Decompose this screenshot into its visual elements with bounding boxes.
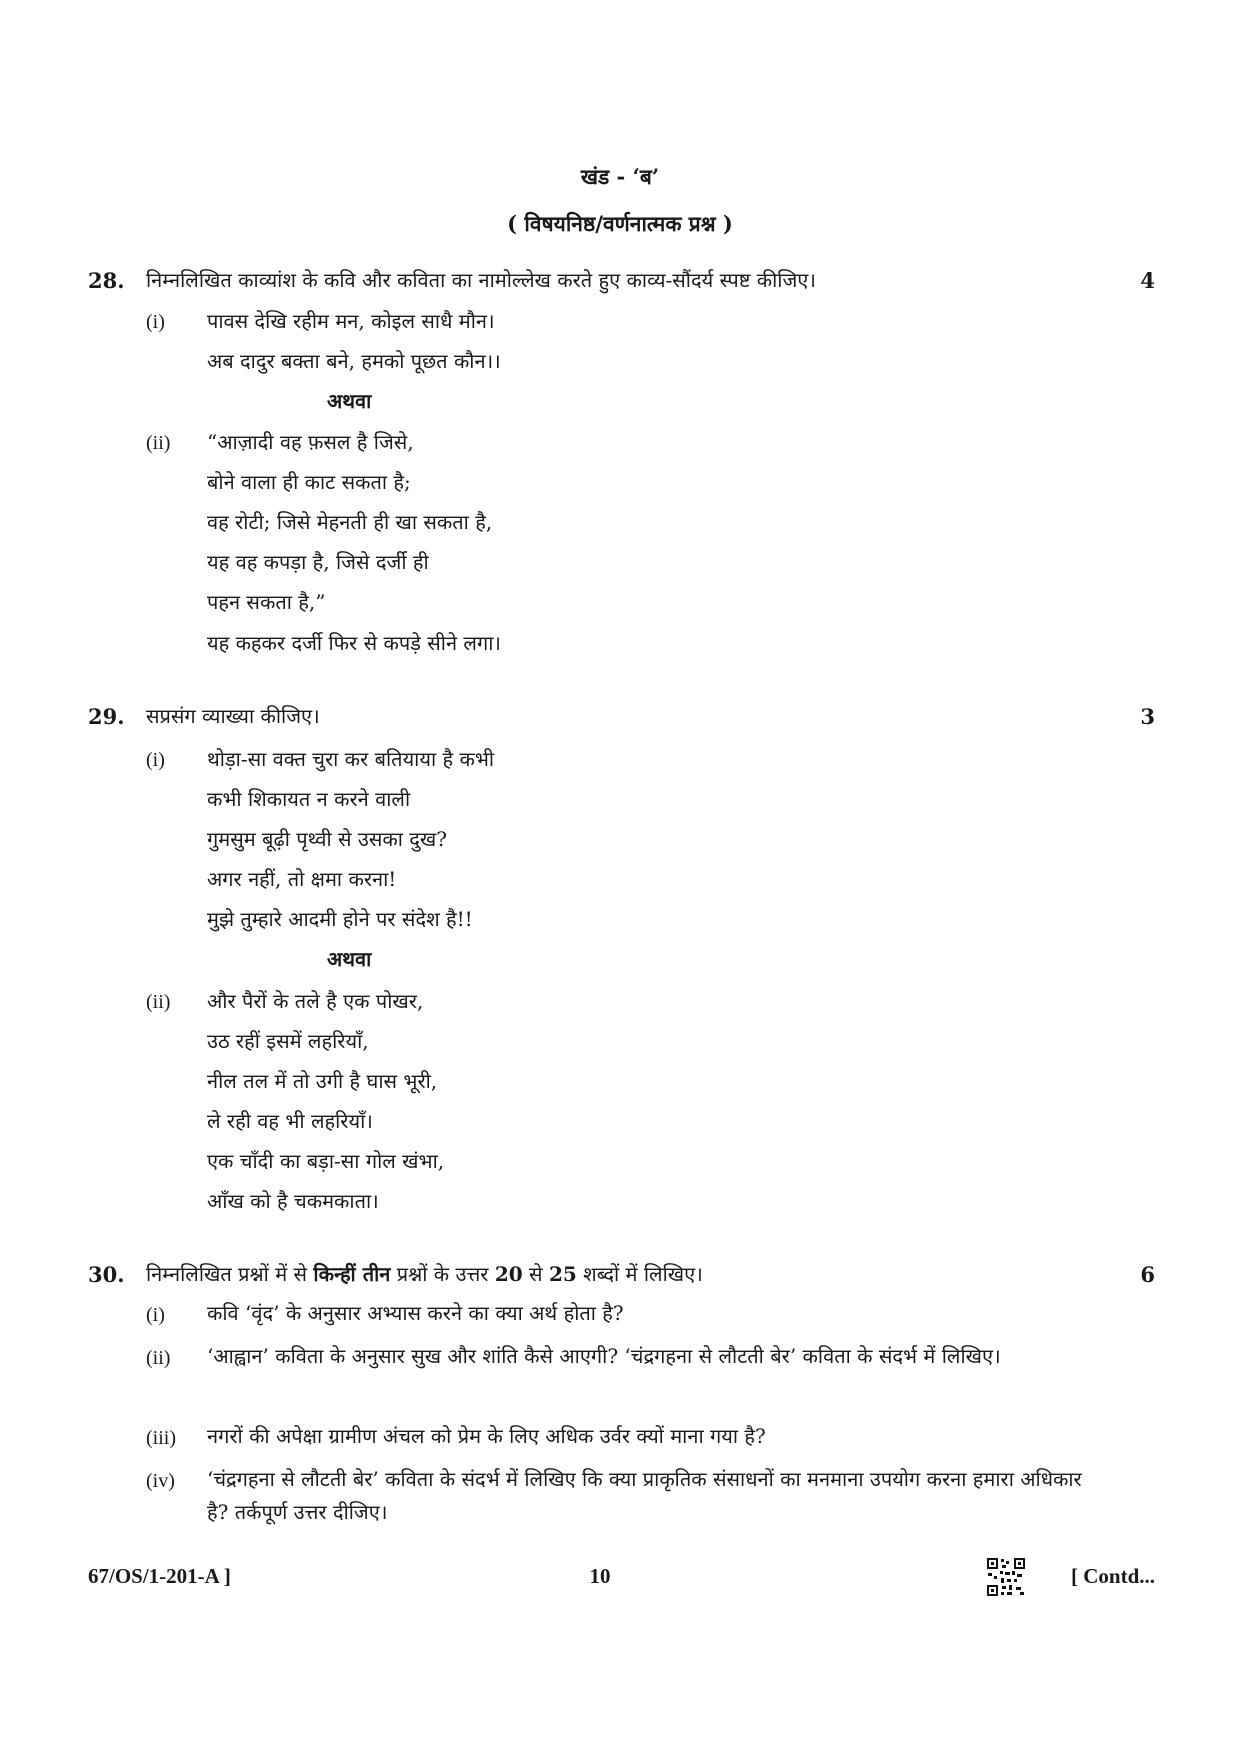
q28-part2-line: पहन सकता है,” <box>207 590 326 614</box>
q28-part2-line: यह कहकर दर्जी फिर से कपड़े सीने लगा। <box>207 631 501 655</box>
section-title: खंड - ‘ब’ <box>580 164 660 189</box>
q29-part1-line: मुझे तुम्हारे आदमी होने पर संदेश है!! <box>207 907 473 931</box>
qr-code-icon <box>986 1557 1026 1597</box>
q29-part2-label: (ii) <box>146 991 171 1013</box>
q29-text: सप्रसंग व्याख्या कीजिए। <box>146 704 320 728</box>
q28-part1-line: पावस देखि रहीम मन, कोइल साधै मौन। <box>207 309 495 333</box>
section-subtitle: ( विषयनिष्ठ/वर्णनात्मक प्रश्न ) <box>507 211 733 236</box>
q28-number: 28. <box>88 268 125 293</box>
page-number: 10 <box>589 1564 611 1588</box>
q29-part1-line: थोड़ा-सा वक्त चुरा कर बतियाया है कभी <box>207 747 495 771</box>
q28-part2-line: वह रोटी; जिसे मेहनती ही खा सकता है, <box>207 510 493 534</box>
q28-part2-line: यह वह कपड़ा है, जिसे दर्जी ही <box>207 550 429 574</box>
q29-part2-line: और पैरों के तले है एक पोखर, <box>207 989 424 1013</box>
q29-part2-line: ले रही वह भी लहरियाँ। <box>207 1109 373 1133</box>
q29-part1-line: कभी शिकायत न करने वाली <box>207 787 411 811</box>
q28-part2-label: (ii) <box>146 432 171 454</box>
q30-part-label: (iii) <box>146 1427 176 1449</box>
q28-part2-line: “आज़ादी वह फ़सल है जिसे, <box>207 430 414 454</box>
q28-marks: 4 <box>1140 268 1155 293</box>
q30-part-text: कवि ‘वृंद’ के अनुसार अभ्यास करने का क्या अर्थ होता है? <box>207 1301 624 1325</box>
q29-marks: 3 <box>1140 704 1155 729</box>
q28-part1-line: अब दादुर बक्ता बने, हमको पूछत कौन।। <box>207 349 501 373</box>
q30-part-label: (ii) <box>146 1347 171 1369</box>
q29-part2-line: आँख को है चकमकाता। <box>207 1189 379 1213</box>
q30-part-label: (iv) <box>146 1470 175 1492</box>
q29-part2-line: एक चाँदी का बड़ा-सा गोल खंभा, <box>207 1149 445 1173</box>
q28-or-label: अथवा <box>327 389 372 413</box>
q29-part1-line: गुमसुम बूढ़ी पृथ्वी से उसका दुख? <box>207 827 447 851</box>
q30-part-text: नगरों की अपेक्षा ग्रामीण अंचल को प्रेम के लिए अधिक उर्वर क्यों माना गया है? <box>207 1424 766 1448</box>
q30-part-text: ‘चंद्रगहना से लौटती बेर’ कविता के संदर्भ में लिखिए कि क्या प्राकृतिक संसाधनों का मनमाना उपयोग करना हमारा अधिकार है? तर्कपूर्ण उत्तर दीजिए। <box>207 1467 1082 1524</box>
q30-marks: 6 <box>1140 1262 1155 1287</box>
q28-part2-line: बोने वाला ही काट सकता है; <box>207 470 411 494</box>
paper-code: 67/OS/1-201-A ] <box>88 1564 231 1588</box>
q29-part1-label: (i) <box>146 749 165 771</box>
q28-text: निम्नलिखित काव्यांश के कवि और कविता का नामोल्लेख करते हुए काव्य-सौंदर्य स्पष्ट कीजिए। <box>146 268 816 292</box>
q29-number: 29. <box>88 704 125 729</box>
q29-part2-line: नील तल में तो उगी है घास भूरी, <box>207 1069 438 1093</box>
continued-label: [ Contd... <box>1070 1564 1155 1588</box>
q29-part2-line: उठ रहीं इसमें लहरियाँ, <box>207 1029 369 1053</box>
q30-number: 30. <box>88 1262 125 1287</box>
q30-part-text: ‘आह्वान’ कविता के अनुसार सुख और शांति कैसे आएगी? ‘चंद्रगहना से लौटती बेर’ कविता के संदर्भ में लिखिए। <box>207 1344 1001 1368</box>
q30-part-label: (i) <box>146 1304 165 1326</box>
q28-part1-label: (i) <box>146 311 165 333</box>
q30-text: निम्नलिखित प्रश्नों में से किन्हीं तीन प्रश्नों के उत्तर 20 से 25 शब्दों में लिखिए। <box>146 1262 703 1286</box>
q29-or-label: अथवा <box>327 947 372 971</box>
q29-part1-line: अगर नहीं, तो क्षमा करना! <box>207 867 397 891</box>
